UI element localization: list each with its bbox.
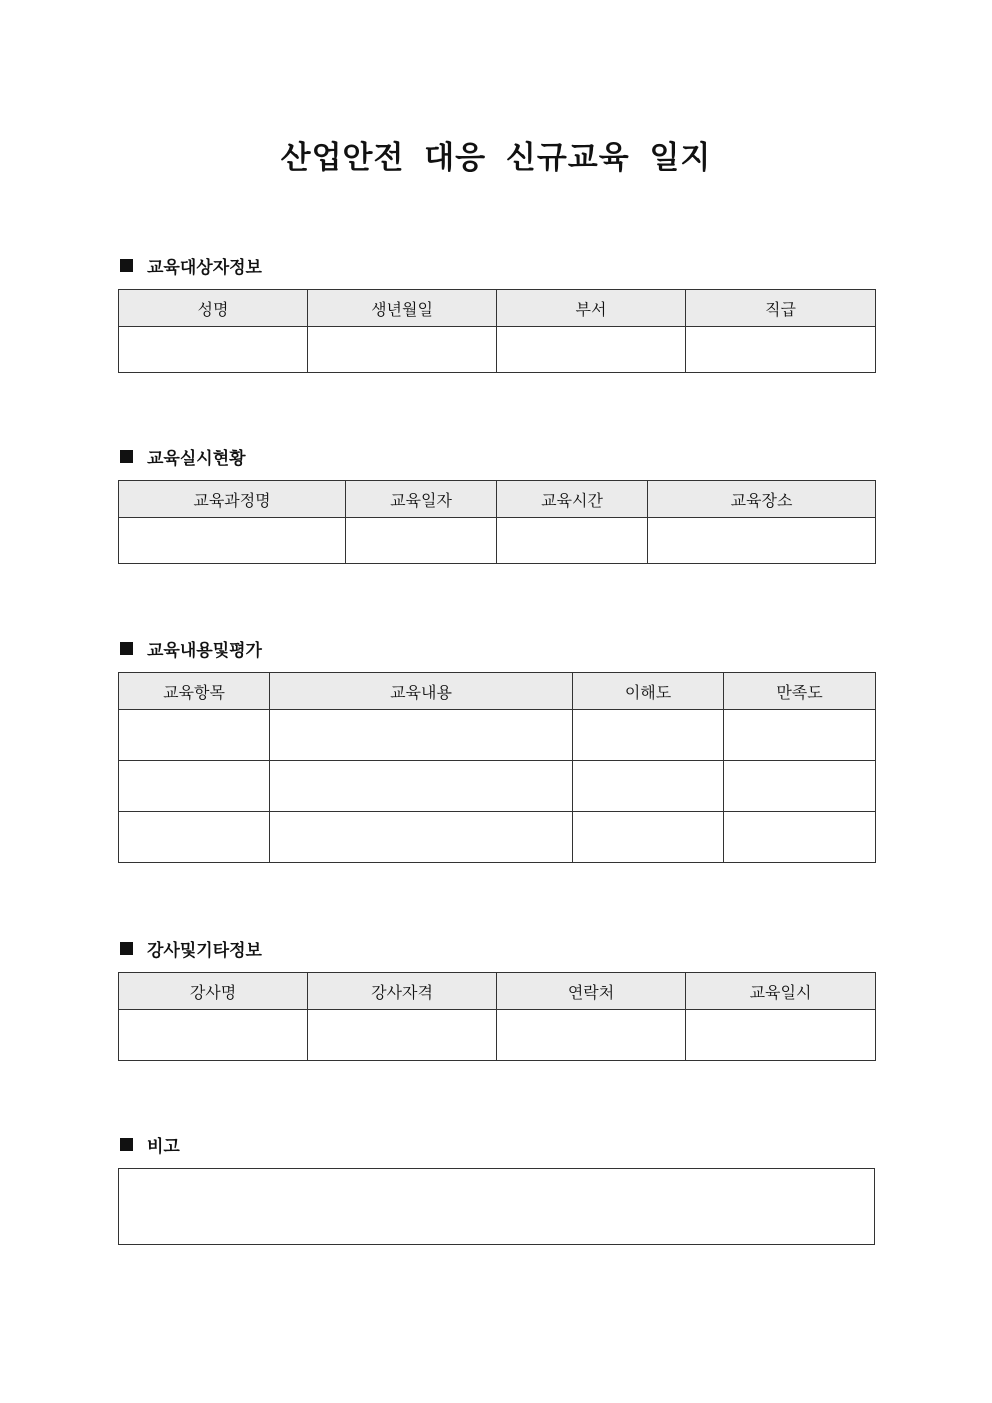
header-training-content: 교육내용 (270, 673, 573, 710)
square-bullet-icon (120, 642, 133, 655)
cell-training-item[interactable] (119, 710, 270, 761)
cell-training-content[interactable] (270, 812, 573, 863)
header-instructor-qualification: 강사자격 (308, 973, 497, 1010)
section-heading-label: 강사및기타정보 (147, 940, 262, 961)
header-satisfaction: 만족도 (724, 673, 876, 710)
content-evaluation-table (118, 672, 876, 863)
table-row (119, 812, 876, 863)
square-bullet-icon (120, 942, 133, 955)
cell-contact[interactable] (497, 1010, 686, 1061)
cell-training-content[interactable] (270, 710, 573, 761)
cell-training-item[interactable] (119, 761, 270, 812)
header-understanding: 이해도 (573, 673, 724, 710)
cell-satisfaction[interactable] (724, 812, 876, 863)
section-heading (118, 636, 875, 660)
page-title: 산업안전 대응 신규교육 일지 (280, 140, 712, 176)
cell-understanding[interactable] (573, 710, 724, 761)
section-target-info (118, 253, 875, 373)
header-department: 부서 (497, 290, 686, 327)
header-instructor-name: 강사명 (119, 973, 308, 1010)
cell-birthdate[interactable] (308, 327, 497, 373)
section-heading-label: 교육실시현황 (147, 448, 246, 469)
cell-training-hours[interactable] (497, 518, 648, 564)
section-remarks (118, 1132, 875, 1245)
cell-satisfaction[interactable] (724, 710, 876, 761)
cell-understanding[interactable] (573, 812, 724, 863)
header-contact: 연락처 (497, 973, 686, 1010)
cell-position[interactable] (686, 327, 876, 373)
header-name: 성명 (119, 290, 308, 327)
cell-satisfaction[interactable] (724, 761, 876, 812)
square-bullet-icon (120, 450, 133, 463)
cell-instructor-qualification[interactable] (308, 1010, 497, 1061)
cell-training-date[interactable] (346, 518, 497, 564)
cell-instructor-name[interactable] (119, 1010, 308, 1061)
instructor-info-table (118, 972, 876, 1061)
header-training-datetime: 교육일시 (686, 973, 876, 1010)
cell-course-name[interactable] (119, 518, 346, 564)
cell-department[interactable] (497, 327, 686, 373)
header-course-name: 교육과정명 (119, 481, 346, 518)
table-row (119, 761, 876, 812)
section-heading-label: 비고 (147, 1136, 180, 1157)
target-info-table (118, 289, 876, 373)
section-heading (118, 253, 875, 277)
section-heading (118, 936, 875, 960)
section-heading (118, 1132, 875, 1156)
table-row (119, 710, 876, 761)
header-training-item: 교육항목 (119, 673, 270, 710)
cell-training-place[interactable] (648, 518, 876, 564)
section-training-status (118, 444, 875, 564)
section-heading-label: 교육내용및평가 (147, 640, 262, 661)
remarks-box[interactable] (118, 1168, 875, 1245)
section-content-evaluation (118, 636, 875, 863)
section-heading (118, 444, 875, 468)
cell-training-datetime[interactable] (686, 1010, 876, 1061)
header-training-hours: 교육시간 (497, 481, 648, 518)
header-training-place: 교육장소 (648, 481, 876, 518)
training-status-table (118, 480, 876, 564)
square-bullet-icon (120, 259, 133, 272)
section-instructor-info (118, 936, 875, 1061)
cell-training-content[interactable] (270, 761, 573, 812)
header-position: 직급 (686, 290, 876, 327)
section-heading-label: 교육대상자정보 (147, 257, 262, 278)
header-birthdate: 생년월일 (308, 290, 497, 327)
square-bullet-icon (120, 1138, 133, 1151)
header-training-date: 교육일자 (346, 481, 497, 518)
cell-name[interactable] (119, 327, 308, 373)
cell-understanding[interactable] (573, 761, 724, 812)
cell-training-item[interactable] (119, 812, 270, 863)
